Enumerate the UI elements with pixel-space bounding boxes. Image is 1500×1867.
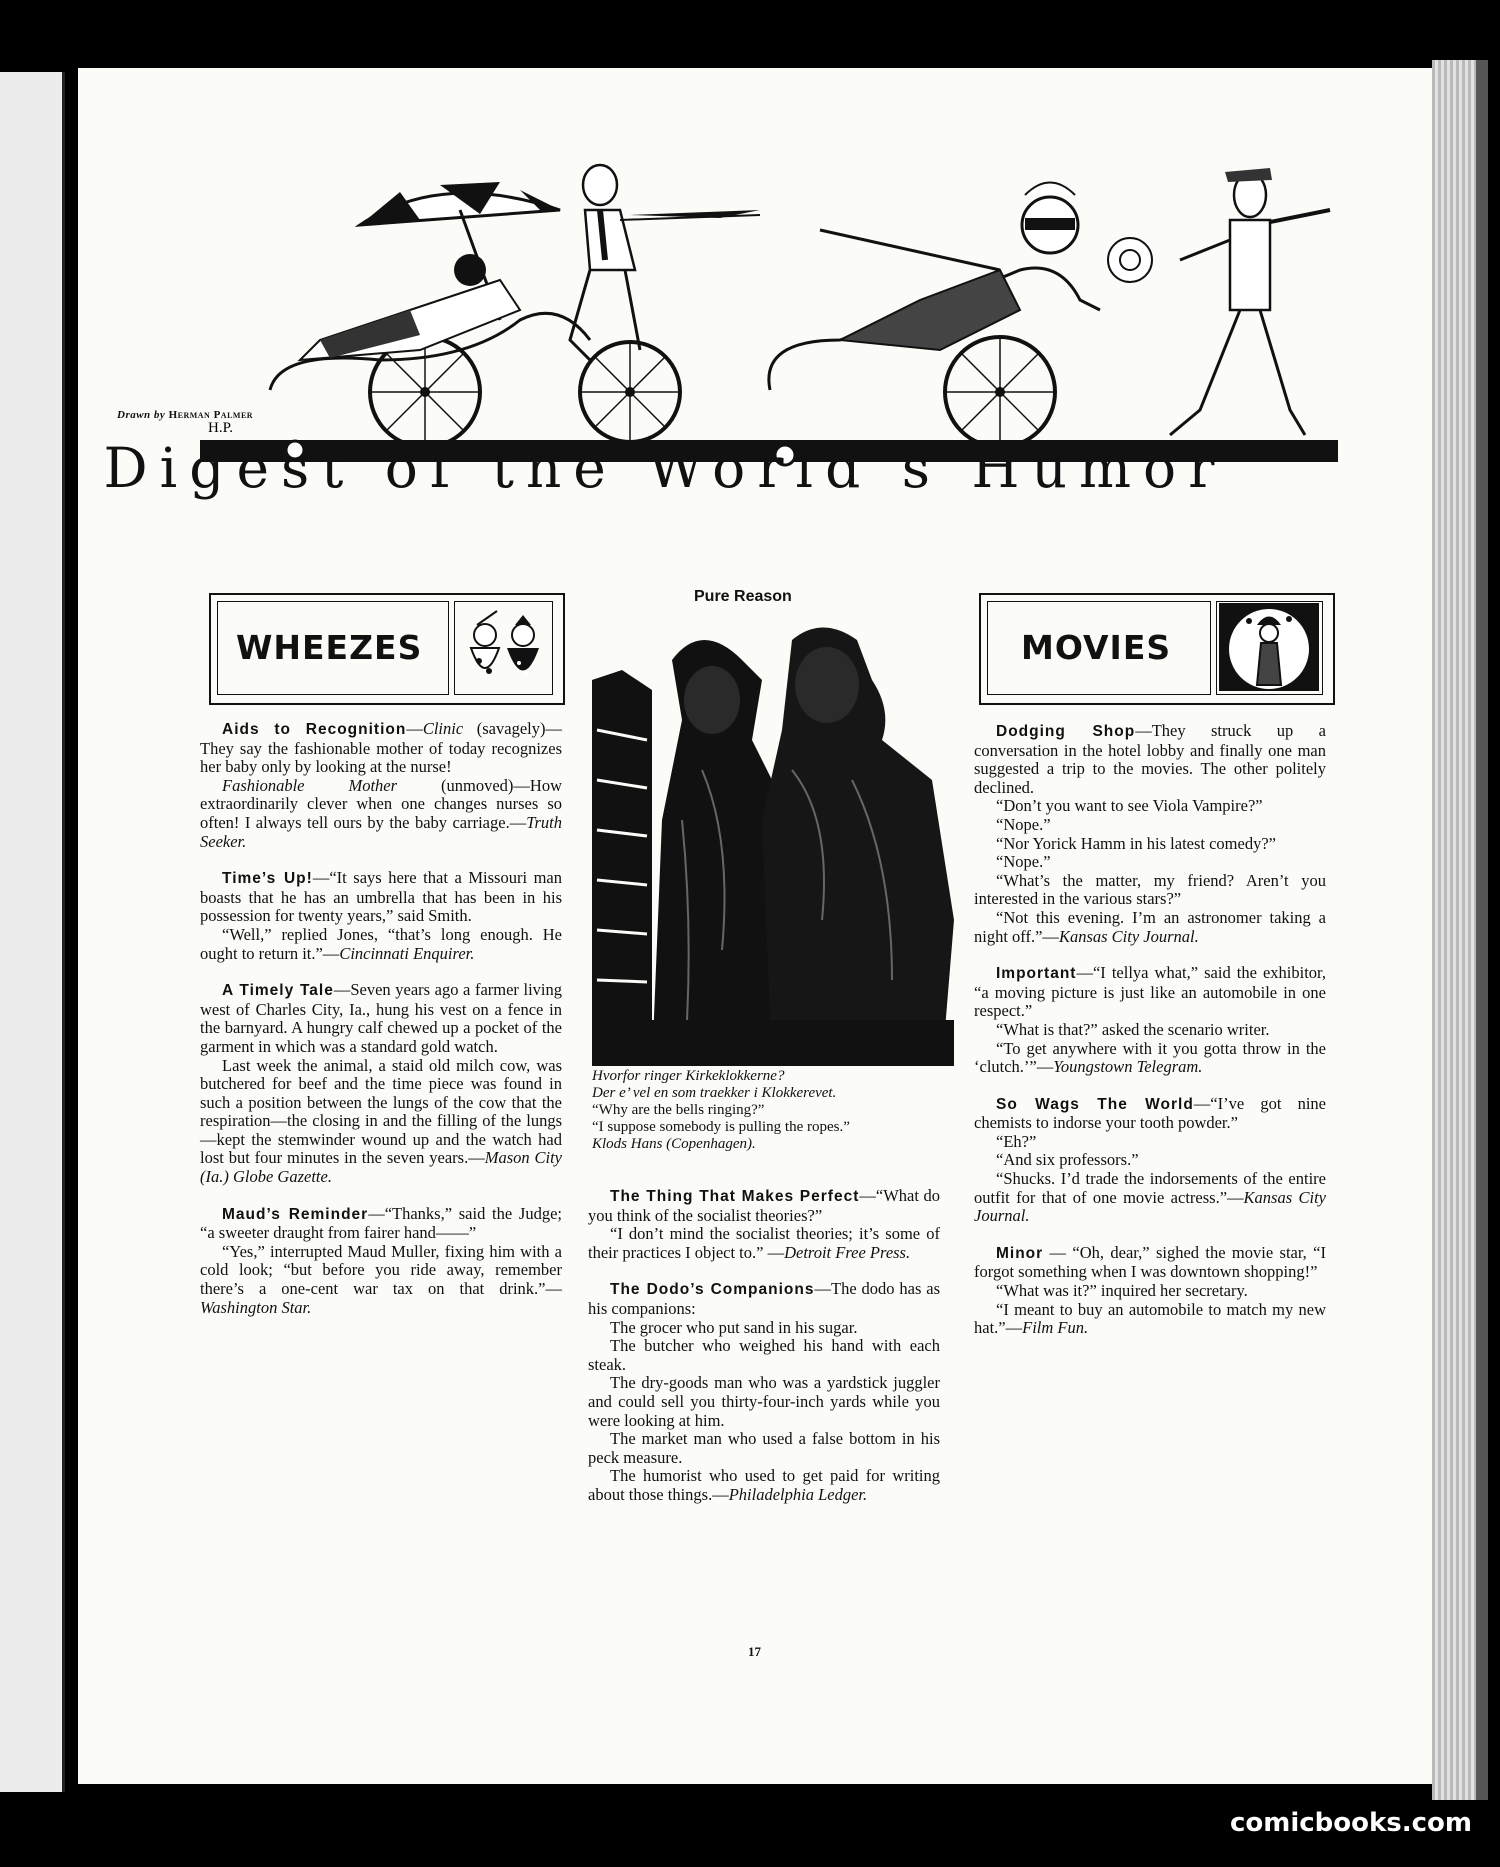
left-column: Aids to Recognition—Clinic (savagely)—They say the fashionable mother of today recognizes her baby only by looking at the nurse! Fashionable Mother (unmoved)—How extraordinarily clever when one changes nurses so often! I always tell ours by the baby carriage.—Truth Seeker. Time’s Up!—“It says here that a Missouri man boasts that he has an umbrella that has been in his possession for twenty years,” said Smith. “Well,” replied Jones, “that’s long enough. He ought to return it.”—Cincinnati Enquirer. A Timely Tale—Seven years ago a farmer living west of Charles City, Ia., hung his vest on a fence in the barnyard. A hungry calf chewed up a pocket of the garment in which was a standard gold watch. Last week the animal, a staid old milch cow, was butchered for beef and the time piece was found in such a position between the lungs of the cow that the respiration—the closing in and the filling of the lungs—kept the stemwinder wound up and the watch had lost but four minutes in the seven years.—Mason City (Ia.) Globe Gazette. Maud’s Reminder—“Thanks,” said the Judge; “a sweeter draught from fairer hand——” “Yes,” interrupted Maud Muller, fixing him with a cold look; “but before you ride away, remember there’s a one-cent war tax on that drink.”—Washington Star. [200,719,562,1317]
passenger-head [454,254,486,286]
cartoon-title: Pure Reason [694,588,792,605]
illustration-credit: Drawn by Herman Palmer [117,409,254,421]
movies-header [979,593,1335,705]
woodcut-illustration [592,620,954,1066]
clowns-icon [457,603,549,691]
artist-initials: H.P. [208,420,234,436]
aids-to-recognition-item: Aids to Recognition—Clinic (savagely)—They say the fashionable mother of today recognizes her baby only by looking at the nurse! [200,719,562,777]
cyclist-head [583,165,617,205]
movies-label: MOVIES [1021,628,1172,667]
page-stack-edge [1432,60,1476,1800]
cartoon-caption: Hvorfor ringer Kirkeklokkerne? Der e’ vel en som traekker i Klokkerevet. “Why are the bells ringing?” “I suppose somebody is pulling the ropes.” Klods Hans (Copenhagen). [592,1068,850,1152]
mauds-reminder-item: Maud’s Reminder—“Thanks,” said the Judge; “a sweeter draught from fairer hand——” [200,1203,562,1243]
movie-star-icon [1219,603,1319,691]
dodos-companions-item: The Dodo’s Companions—The dodo has as his companions: [588,1279,940,1318]
dodging-shop-item: Dodging Shop—They struck up a conversation in the hotel lobby and finally one man suggested a trip to the movies. The other politely declined. [974,721,1326,797]
page-number: 17 [748,1644,761,1659]
facing-page-edge [0,72,65,1792]
book-binding-edge [1476,60,1488,1800]
important-item: Important—“I tellya what,” said the exhibitor, “a moving picture is just like an automobile in one respect.” [974,963,1326,1021]
wheezes-label: WHEEZES [236,628,423,667]
times-up-item: Time’s Up!—“It says here that a Missouri man boasts that he has an umbrella that has been in his possession for twenty years,” said Smith. [200,868,562,926]
thing-that-makes-perfect-item: The Thing That Makes Perfect—“What do you think of the socialist theories?” [588,1186,940,1225]
header-illustration [120,110,1338,480]
minor-item: Minor — “Oh, dear,” sighed the movie star, “I forgot something when I was downtown shopping!” [974,1242,1326,1282]
right-column: Dodging Shop—They struck up a conversation in the hotel lobby and finally one man suggested a trip to the movies. The other politely declined. “Don’t you want to see Viola Vampire?” “Nope.” “Nor Yorick Hamm in his latest comedy?” “Nope.” “What’s the matter, my friend? Aren’t you interested in the various stars?” “Not this evening. I’m an astronomer taking a night off.”—Kansas City Journal. Important—“I tellya what,” said the exhibitor, “a moving picture is just like an automobile in one respect.” “What is that?” asked the scenario writer. “To get anywhere with it you gotta throw in the ‘clutch.’”—Youngstown Telegram. So Wags The World—“I’ve got nine chemists to indorse your tooth powder.” “Eh?” “And six professors.” “Shucks. I’d trade the indorsements of the entire outfit for that of one movie actress.”—Kansas City Journal. Minor — “Oh, dear,” sighed the movie star, “I forgot something when I was downtown shopping!” “What was it?” inquired her secretary. “I meant to buy an automobile to match my new hat.”—Film Fun. [974,721,1327,1338]
scan-top-border [0,0,1500,60]
timely-tale-item: A Timely Tale—Seven years ago a farmer living west of Charles City, Ia., hung his vest on a fence in the barnyard. A hungry calf chewed up a pocket of the garment in which was a standard gold watch. [200,980,562,1056]
so-wags-the-world-item: So Wags The World—“I’ve got nine chemists to indorse your tooth powder.” [974,1093,1327,1133]
center-column: The Thing That Makes Perfect—“What do you think of the socialist theories?” “I don’t mind the socialist theories; it’s some of their practices I object to.” —Detroit Free Press. The Dodo’s Companions—The dodo has as his companions: The grocer who put sand in his sugar. The butcher who weighed his hand with each steak. The dry-goods man who was a yardstick juggler and could sell you thirty-four-inch yards while you were looking at him. The market man who used a false bottom in his peck measure. The humorist who used to get paid for writing about those things.—Philadelphia Ledger. [588,1186,940,1504]
page-title: Digest of the World’s Humor [103,436,1227,500]
site-watermark: comicbooks.com [1229,1808,1472,1838]
wheezes-header [209,593,565,705]
